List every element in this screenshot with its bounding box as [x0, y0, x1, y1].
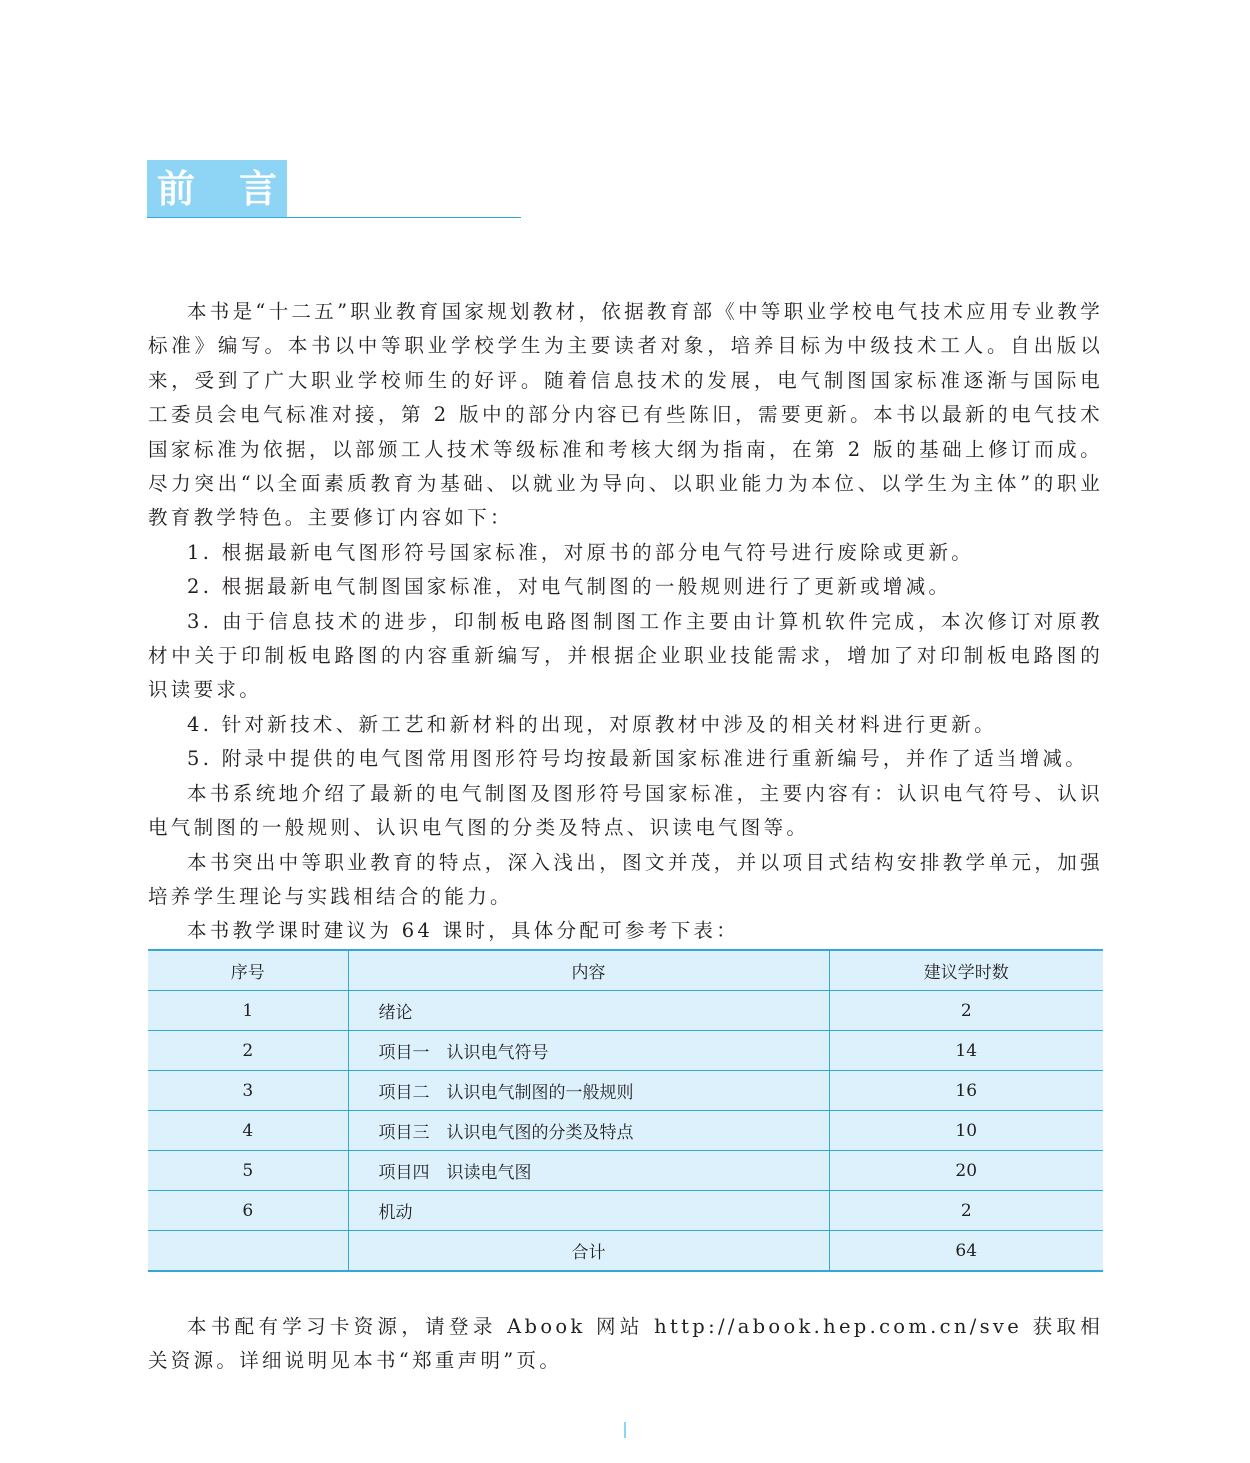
row-content: 项目一 认识电气符号 [348, 1031, 829, 1071]
page-title: 前言 [157, 167, 322, 211]
row-no: 1 [148, 991, 348, 1031]
row-content: 项目二 认识电气制图的一般规则 [348, 1071, 829, 1111]
hours-intro-paragraph: 本书教学课时建议为 64 课时，具体分配可参考下表： [187, 919, 740, 943]
table-row [148, 1191, 1103, 1231]
features-paragraph: 本书突出中等职业教育的特点，深入浅出，图文并茂，并以项目式结构安排教学单元，加强培养学生理论与实践相结合的能力。 [148, 850, 1103, 908]
header-content: 内容 [348, 950, 829, 991]
row-no: 6 [148, 1191, 348, 1231]
row-hours: 16 [829, 1071, 1103, 1111]
preface-body [148, 295, 1103, 949]
table-header-row [148, 950, 1103, 991]
row-content: 绪论 [348, 991, 829, 1031]
header-hours: 建议学时数 [829, 950, 1103, 991]
row-content: 机动 [348, 1191, 829, 1231]
table-row [148, 1111, 1103, 1151]
table-row [148, 1031, 1103, 1071]
total-hours: 64 [829, 1231, 1103, 1272]
row-content: 项目四 识读电气图 [348, 1151, 829, 1191]
resource-paragraph: 本书配有学习卡资源，请登录 Abook 网站 http://abook.hep.com.cn/sve 获取相关资源。详细说明见本书“郑重声明”页。 [148, 1315, 1103, 1373]
table-row [148, 991, 1103, 1031]
resource-note [148, 1310, 1103, 1379]
intro-paragraph: 本书是“十二五”职业教育国家规划教材，依据教育部《中等职业学校电气技术应用专业教学标准》编写。本书以中等职业学校学生为主要读者对象，培养目标为中级技术工人。自出版以来，受到了广大职业学校师生的好评。随着信息技术的发展，电气制图国家标准逐渐与国际电工委员会电气标准对接，第 2 版中的部分内容已有些陈旧，需要更新。本书以最新的电气技术国家标准为依据，以部颁工人技术等级标准和考核大纲为指南，在第 2 版的基础上修订而成。尽力突出“以全面素质教育为基础、以就业为导向、以职业能力为本位、以学生为主体”的职业教育教学特色。主要修订内容如下： [148, 300, 1103, 530]
table-row [148, 1071, 1103, 1111]
row-content: 项目三 认识电气图的分类及特点 [348, 1111, 829, 1151]
total-no [148, 1231, 348, 1272]
row-hours: 2 [829, 991, 1103, 1031]
table-total-row [148, 1231, 1103, 1272]
revision-item-1: 1. 根据最新电气图形符号国家标准，对原书的部分电气符号进行废除或更新。 [187, 540, 975, 564]
teaching-hours-table [148, 949, 1103, 1272]
row-no: 3 [148, 1071, 348, 1111]
heading-underline [147, 217, 521, 218]
row-no: 2 [148, 1031, 348, 1071]
table-row [148, 1151, 1103, 1191]
header-no: 序号 [148, 950, 348, 991]
revision-item-5: 5. 附录中提供的电气图常用图形符号均按最新国家标准进行重新编号，并作了适当增减。 [187, 747, 1089, 771]
revision-item-3: 3. 由于信息技术的进步，印制板电路图制图工作主要由计算机软件完成，本次修订对原教材中关于印制板电路图的内容重新编写，并根据企业职业技能需求，增加了对印制板电路图的识读要求。 [148, 609, 1103, 702]
row-hours: 14 [829, 1031, 1103, 1071]
row-hours: 20 [829, 1151, 1103, 1191]
revision-item-4: 4. 针对新技术、新工艺和新材料的出现，对原教材中涉及的相关材料进行更新。 [187, 712, 997, 736]
contents-paragraph: 本书系统地介绍了最新的电气制图及图形符号国家标准，主要内容有：认识电气符号、认识电气制图的一般规则、认识电气图的分类及特点、识读电气图等。 [148, 781, 1103, 840]
revision-item-2: 2. 根据最新电气制图国家标准，对电气制图的一般规则进行了更新或增减。 [187, 575, 952, 599]
row-hours: 10 [829, 1111, 1103, 1151]
row-no: 5 [148, 1151, 348, 1191]
total-label: 合计 [348, 1231, 829, 1272]
page-number-marker [624, 1422, 626, 1438]
row-no: 4 [148, 1111, 348, 1151]
row-hours: 2 [829, 1191, 1103, 1231]
